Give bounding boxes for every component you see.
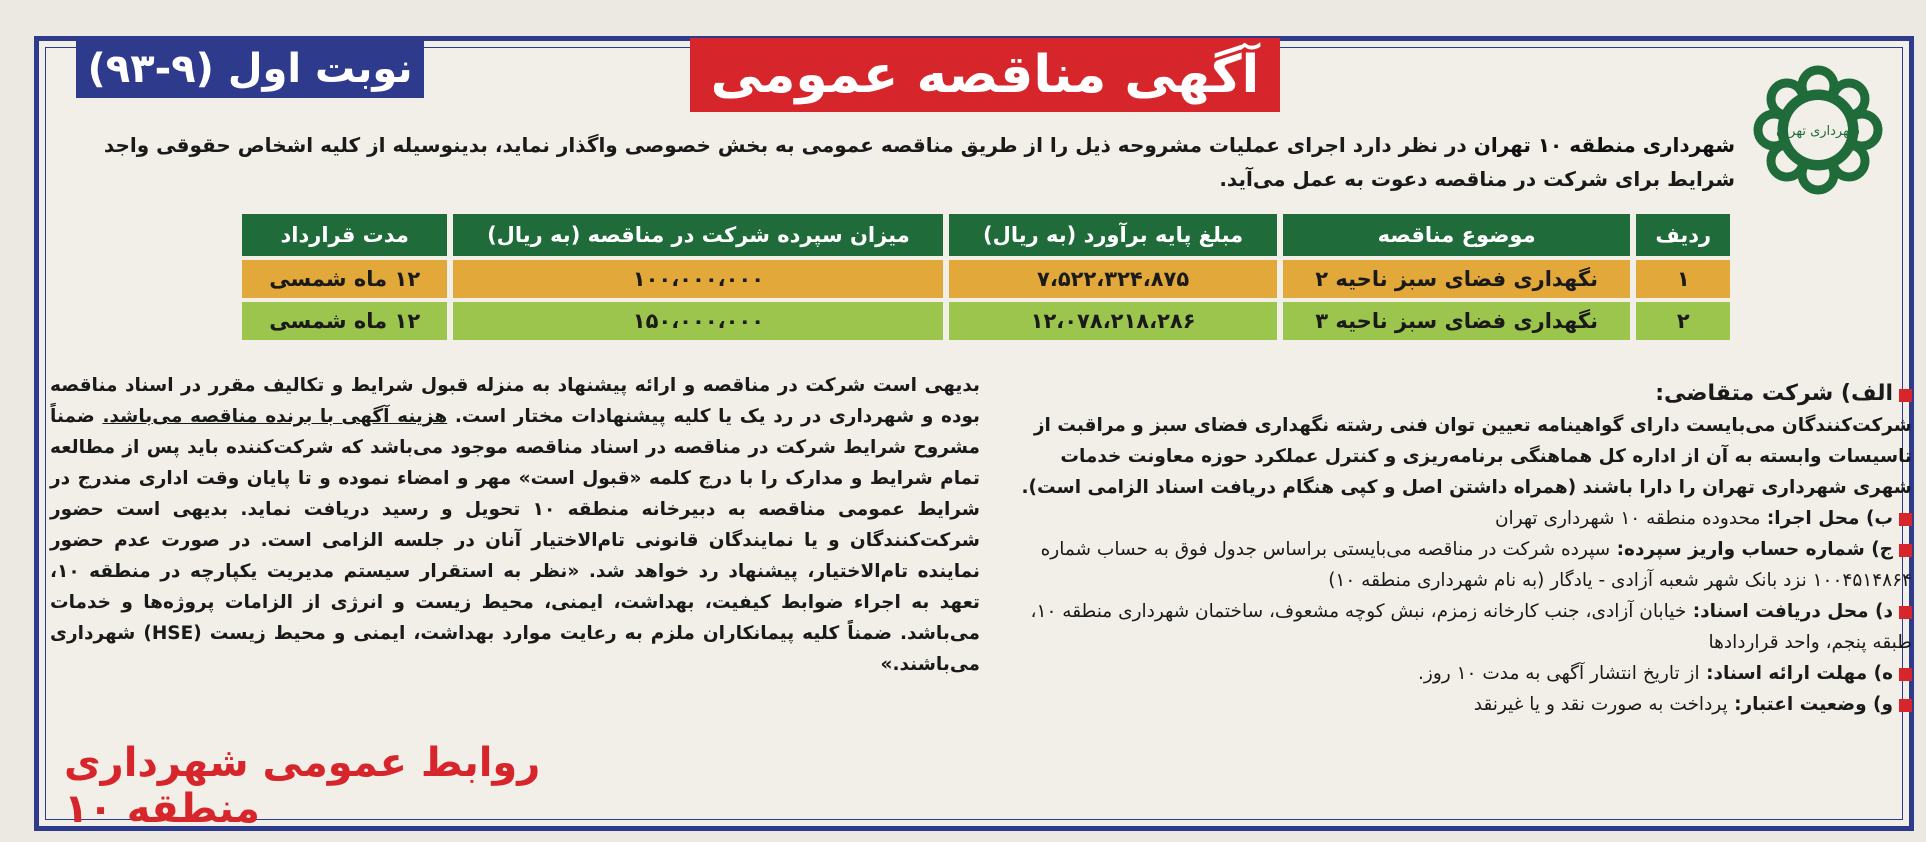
tender-table: [236, 210, 1736, 344]
cell-duration: ۱۲ ماه شمسی: [242, 260, 447, 298]
col-header-row-num: ردیف: [1636, 214, 1730, 256]
terms-p2: ضمناً مشروح شرایط شرکت در مناقصه در اسناد مناقصه موجود می‌باشد که شرکت‌کننده باید پس از مطالعه تمام شرایط و مدارک را با درج کلمه «قبول است» مهر و امضاء نموده و تا پایان وقت اداری مندرج در شرایط عمومی مناقصه به دبیرخانه منطقه ۱۰ تحویل و رسید دریافت نماید. بدیهی است حضور شرکت‌کنندگان و یا نمایندگان قانونی تام‌الاختیار آنان در جلسه الزامی است. در صورت عدم حضور نماینده تام‌الاختیار، پیشنهاد رد خواهد شد. «نظر به استقرار سیستم مدیریت یکپارچه در منطقه ۱۰، تعهد به اجراء ضوابط کیفیت، بهداشت، ایمنی، محیط زیست و انرژی از الزامات پروژه‌ها و خدمات می‌باشد. ضمناً کلیه پیمانکاران ملزم به رعایت موارد بهداشت، ایمنی و محیط زیست (HSE) شهرداری می‌باشند.»: [50, 406, 980, 675]
svg-text:شهرداری تهران: شهرداری تهران: [1776, 124, 1860, 139]
ad-cost-note: هزینه آگهی با برنده مناقصه می‌باشد.: [102, 406, 448, 427]
cell-row-num: ۱: [1636, 260, 1730, 298]
table-row: [242, 302, 1730, 340]
cell-duration: ۱۲ ماه شمسی: [242, 302, 447, 340]
ad-title: آگهی مناقصه عمومی: [690, 38, 1280, 112]
cell-subject: نگهداری فضای سبز ناحیه ۳: [1283, 302, 1631, 340]
section-b: ب) محل اجرا: محدوده منطقه ۱۰ شهرداری تهران: [1012, 503, 1912, 534]
section-a: الف) شرکت متقاضی:: [1012, 378, 1912, 410]
round-label: نوبت اول (۹-۹۳): [76, 40, 424, 98]
bullet-square-icon: [1899, 513, 1912, 526]
cell-deposit: ۱۰۰،۰۰۰،۰۰۰: [453, 260, 943, 298]
table-row: [242, 260, 1730, 298]
intro-paragraph: [80, 128, 1735, 196]
col-header-duration: مدت قرارداد: [242, 214, 447, 256]
table-header-row: [242, 214, 1730, 256]
org-name: شهرداری منطقه ۱۰ تهران: [1473, 133, 1735, 157]
public-relations-signature: روابط عمومی شهرداری منطقه ۱۰: [64, 740, 541, 832]
cell-row-num: ۲: [1636, 302, 1730, 340]
conditions-column: [1012, 378, 1912, 720]
cell-subject: نگهداری فضای سبز ناحیه ۲: [1283, 260, 1631, 298]
col-header-subject: موضوع مناقصه: [1283, 214, 1631, 256]
terms-p1: بدیهی است شرکت در مناقصه و ارائه پیشنهاد به منزله قبول شرایط و تکالیف مقرر در اسناد مناقصه بوده و شهرداری در رد یک یا کلیه پیشنهادات مختار است.: [50, 375, 980, 427]
col-header-deposit: میزان سپرده شرکت در مناقصه (به ریال): [453, 214, 943, 256]
bullet-square-icon: [1899, 699, 1912, 712]
bullet-square-icon: [1899, 389, 1912, 402]
section-c: ج) شماره حساب واریز سپرده: سپرده شرکت در مناقصه می‌بایستی براساس جدول فوق به حساب شماره ۱۰۰۴۵۱۴۸۶۴ نزد بانک شهر شعبه آزادی - یادگار (به نام شهرداری منطقه ۱۰): [1040, 539, 1912, 591]
cell-base-price: ۱۲،۰۷۸،۲۱۸،۲۸۶: [949, 302, 1276, 340]
bullet-square-icon: [1899, 668, 1912, 681]
section-e: ه) مهلت ارائه اسناد: از تاریخ انتشار آگهی به مدت ۱۰ روز.: [1012, 658, 1912, 689]
tehran-municipality-logo: [1748, 60, 1888, 200]
section-d: د) محل دریافت اسناد: خیابان آزادی، جنب کارخانه زمزم، نبش کوچه مشعوف، ساختمان شهرداری منطقه ۱۰، طبقه پنجم، واحد قراردادها: [1030, 601, 1912, 653]
bullet-square-icon: [1899, 544, 1912, 557]
intro-text: در نظر دارد اجرای عملیات مشروحه ذیل را از طریق مناقصه عمومی به بخش خصوصی واگذار نماید، بدینوسیله از کلیه اشخاص حقوقی واجد شرایط برای شرکت در مناقصه دعوت به عمل می‌آید.: [103, 133, 1735, 191]
cell-base-price: ۷،۵۲۲،۳۲۴،۸۷۵: [949, 260, 1276, 298]
terms-column: [50, 370, 980, 680]
bullet-square-icon: [1899, 606, 1912, 619]
section-f: و) وضعیت اعتبار: پرداخت به صورت نقد و یا غیرنقد: [1012, 689, 1912, 720]
cell-deposit: ۱۵۰،۰۰۰،۰۰۰: [453, 302, 943, 340]
section-a-text: شرکت‌کنندگان می‌بایست دارای گواهینامه تعیین توان فنی رشته نگهداری فضای سبز و مراقبت از تاسیسات وابسته به آن از اداره کل هماهنگی برنامه‌ریزی و کنترل عملکرد حوزه معاونت خدمات شهری شهرداری تهران را دارا باشند (همراه داشتن اصل و کپی هنگام دریافت اسناد الزامی است).: [1021, 415, 1912, 498]
col-header-base-price: مبلغ پایه برآورد (به ریال): [949, 214, 1276, 256]
